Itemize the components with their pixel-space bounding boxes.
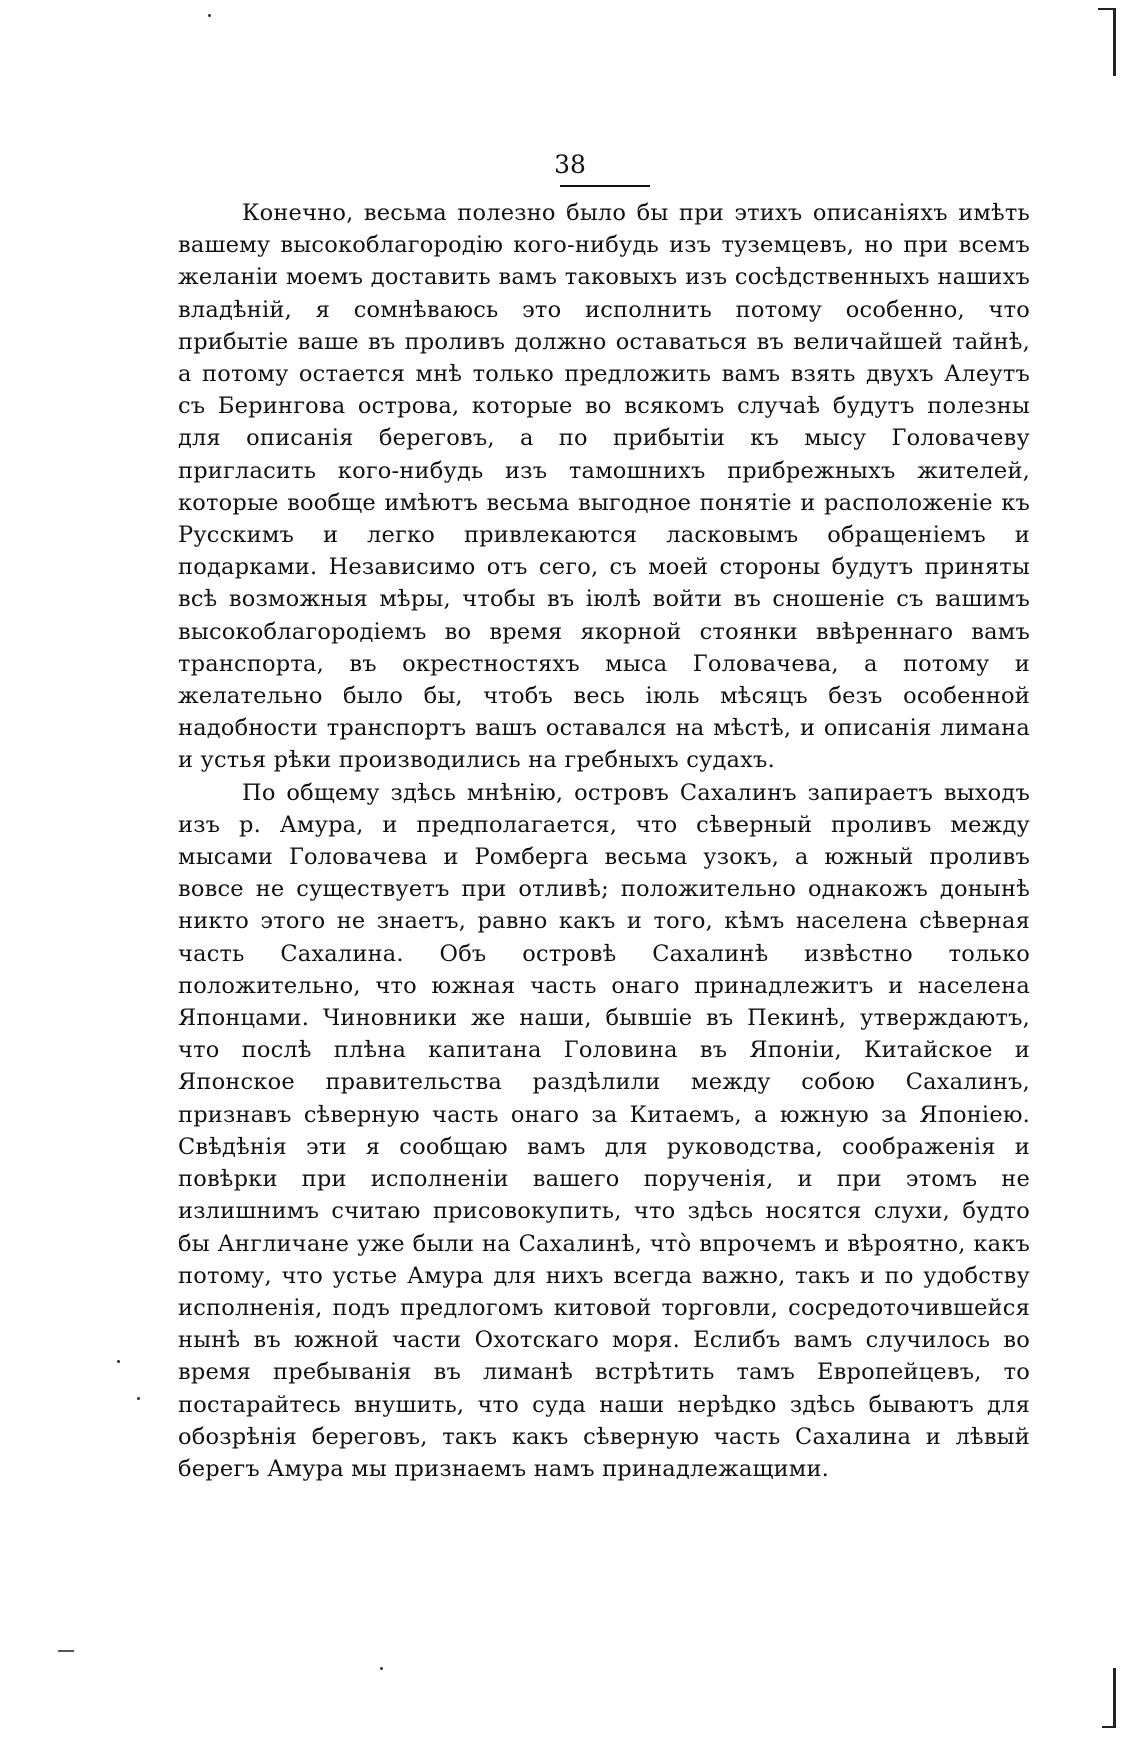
scan-border-right-top-cap — [1098, 8, 1116, 10]
paragraph: Конечно, весьма полезно было бы при этихъ описаніяхъ имѣть вашему высокоблагородію кого-нибудь изъ туземцевъ, но при всемъ желаніи моемъ доставить вамъ таковыхъ изъ сосѣдственныхъ нашихъ владѣній, я сомнѣваюсь это исполнить потому особенно, что прибытіе ваше въ проливъ должно оставаться въ величайшей тайнѣ, а потому остается мнѣ только предложить вамъ взять двухъ Алеутъ съ Берингова острова, которые во всякомъ случаѣ будутъ полезны для описанія береговъ, а по прибытіи къ мысу Головачеву пригласить кого-нибудь изъ тамошнихъ прибрежныхъ жителей, которые вообще имѣютъ весьма выгодное понятіе и расположеніе къ Русскимъ и легко привлекаются ласковымъ обращеніемъ и подарками. Независимо отъ сего, съ моей стороны будутъ приняты всѣ возможныя мѣры, чтобы въ іюлѣ войти въ сношеніе съ вашимъ высокоблагородіемъ во время якорной стоянки ввѣреннаго вамъ транспорта, въ окрестностяхъ мыса Головачева, а потому и желательно было бы, чтобъ весь іюль мѣсяцъ безъ особенной надобности транспортъ вашъ оставался на мѣстѣ, и описанія лимана и устья рѣки производились на гребныхъ судахъ. — [178, 200, 1030, 774]
scan-border-right-top — [1113, 8, 1116, 76]
scan-speck — [117, 1360, 120, 1363]
scan-speck — [380, 1667, 383, 1670]
scan-border-right-bottom-cap — [1102, 1726, 1116, 1728]
paragraph: По общему здѣсь мнѣнію, островъ Сахалинъ запираетъ выходъ изъ р. Амура, и предполагается, что сѣверный проливъ между мысами Головачева и Ромберга весьма узокъ, а южный проливъ вовсе не существуетъ при отливѣ; положительно однакожъ донынѣ никто этого не знаетъ, равно какъ и того, кѣмъ населена сѣверная часть Сахалина. Объ островѣ Сахалинѣ извѣстно только положительно, что южная часть онаго принадлежитъ и населена Японцами. Чиновники же наши, бывшіе въ Пекинѣ, утверждаютъ, что послѣ плѣна капитана Головина въ Японіи, Китайское и Японское правительства раздѣлили между собою Сахалинъ, признавъ сѣверную часть онаго за Китаемъ, а южную за Японіею. Свѣдѣнія эти я сообщаю вамъ для руководства, соображенія и повѣрки при исполненіи вашего порученія, и при этомъ не излишнимъ считаю присовокупить, что здѣсь носятся слухи, будто бы Англичане уже были на Сахалинѣ, что̀ впрочемъ и вѣроятно, какъ потому, что устье Амура для нихъ всегда важно, такъ и по удобству исполненія, подъ предлогомъ китовой торговли, сосредоточившейся нынѣ въ южной части Охотскаго моря. Еслибъ вамъ случилось во время пребыванія въ лиманѣ встрѣтить тамъ Европейцевъ, то постарайтесь внушить, что суда наши нерѣдко здѣсь бываютъ для обозрѣнія береговъ, такъ какъ сѣверную часть Сахалина и лѣвый берегъ Амура мы признаемъ намъ принадлежащими. — [178, 779, 1030, 1482]
scan-speck — [137, 1397, 140, 1400]
page-number: 38 — [554, 150, 586, 179]
scan-speck — [208, 14, 211, 17]
page-number-rule — [560, 185, 650, 187]
scan-edge-mark — [58, 1650, 74, 1652]
scan-border-right-bottom — [1113, 1668, 1116, 1728]
body-text — [178, 197, 1030, 1485]
